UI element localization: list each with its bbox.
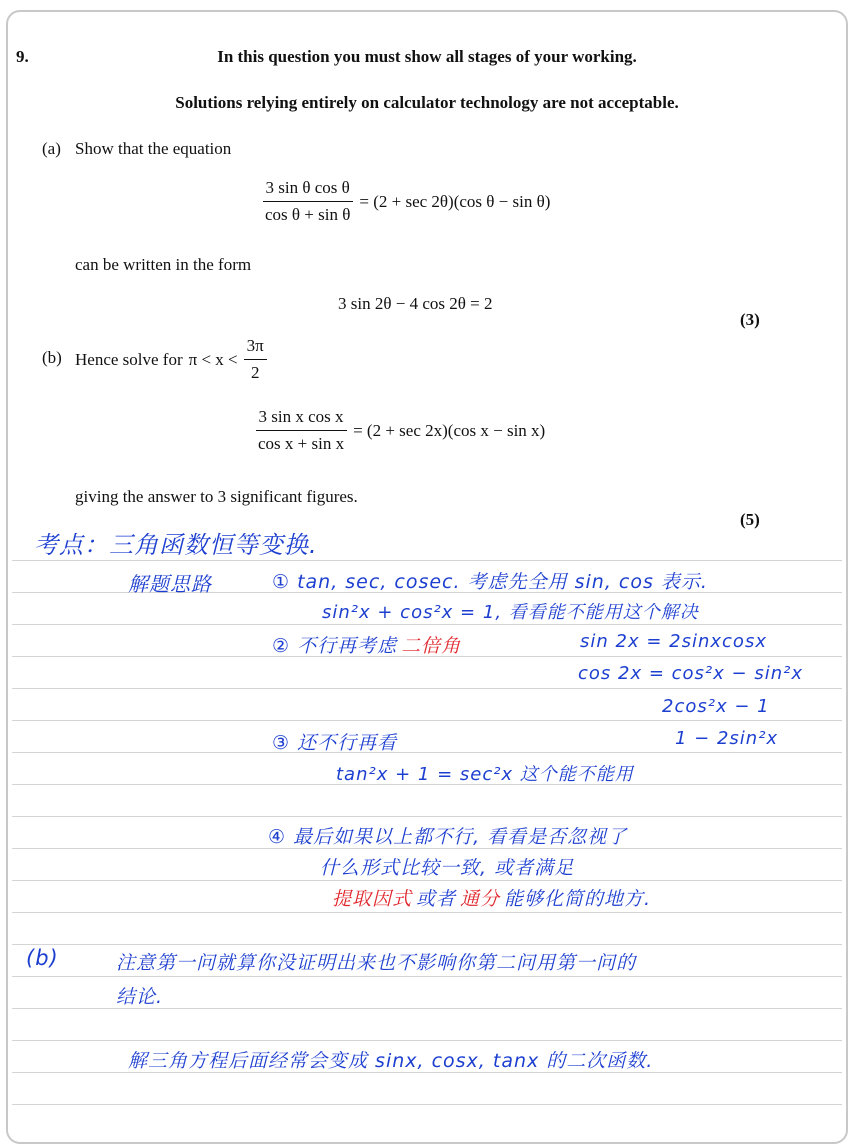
ruled-line xyxy=(12,624,842,625)
note-cos2x-formula: cos 2x = cos²x − sin²x xyxy=(578,663,803,684)
note-step4-or: 或者 xyxy=(416,888,457,910)
note-heading: 考点：三角函数恒等变换. xyxy=(34,531,318,559)
ruled-line xyxy=(12,944,842,945)
note-step2-red: 二倍角 xyxy=(401,635,462,657)
note-step4-end: 能够化简的地方. xyxy=(504,888,652,910)
note-idea-label: 解题思路 xyxy=(128,572,212,596)
note-step1-line1: ① tan, sec, cosec. 考虑先全用 sin, cos 表示. xyxy=(272,571,708,593)
part-b-fraction xyxy=(255,407,347,454)
ruled-line xyxy=(12,1040,842,1041)
part-a-denominator: cos θ + sin θ xyxy=(265,205,351,224)
note-step4-line1: ④ 最后如果以上都不行, 看看是否忽视了 xyxy=(268,826,628,848)
note-step4-line2: 什么形式比较一致, 或者满足 xyxy=(320,857,575,879)
part-b-prompt: Hence solve for xyxy=(75,349,183,369)
note-step3-line1: ③ 还不行再看 xyxy=(272,732,398,754)
part-b-label: (b) xyxy=(42,348,62,367)
ruled-line xyxy=(12,752,842,753)
note-step2-prefix: ② 不行再考虑 xyxy=(272,635,398,657)
ruled-line xyxy=(12,816,842,817)
part-b-answer-text: giving the answer to 3 significant figures. xyxy=(75,487,358,506)
question-number: 9. xyxy=(16,47,29,66)
part-a-numerator: 3 sin θ cos θ xyxy=(263,178,353,202)
note-step4-factor: 提取因式 xyxy=(332,888,413,910)
ruled-line xyxy=(12,912,842,913)
part-a-form-text: can be written in the form xyxy=(75,255,252,274)
note-step1-line2: sin²x + cos²x = 1, 看看能不能用这个解决 xyxy=(322,602,699,623)
ruled-line xyxy=(12,976,842,977)
note-part-b-line3: 解三角方程后面经常会变成 sinx, cosx, tanx 的二次函数. xyxy=(128,1050,654,1072)
part-a-marks: (3) xyxy=(740,310,760,329)
part-a-prompt: Show that the equation xyxy=(75,139,232,158)
note-sin2x-formula: sin 2x = 2sinxcosx xyxy=(580,631,767,652)
part-a-equation xyxy=(262,178,550,225)
part-b-marks: (5) xyxy=(740,510,760,529)
part-a-rhs: = (2 + sec 2θ)(cos θ − sin θ) xyxy=(359,191,551,211)
note-step4-line3 xyxy=(332,884,651,911)
part-b-rhs: = (2 + sec 2x)(cos x − sin x) xyxy=(353,420,546,440)
part-b-range-left: π < x < xyxy=(188,349,238,369)
part-b-denominator: cos x + sin x xyxy=(258,434,345,453)
part-b-range-denominator: 2 xyxy=(250,363,260,382)
note-cos2x-alt2: 1 − 2sin²x xyxy=(675,728,779,749)
note-part-b-label: (b) xyxy=(26,946,59,970)
ruled-line xyxy=(12,720,842,721)
part-b-equation xyxy=(255,407,545,454)
part-b-range-fraction xyxy=(244,336,267,383)
instruction-calculator: Solutions relying entirely on calculator technology are not acceptable. xyxy=(175,93,679,112)
ruled-line xyxy=(12,688,842,689)
note-step3-line2: tan²x + 1 = sec²x 这个能不能用 xyxy=(336,764,634,785)
note-cos2x-alt1: 2cos²x − 1 xyxy=(662,696,770,717)
part-b-range-numerator: 3π xyxy=(244,336,267,360)
part-b-numerator: 3 sin x cos x xyxy=(256,407,347,431)
part-a-label: (a) xyxy=(42,139,61,158)
ruled-line xyxy=(12,880,842,881)
part-b-prompt-line xyxy=(75,336,267,383)
ruled-line xyxy=(12,1104,842,1105)
part-a-fraction xyxy=(262,178,353,225)
note-part-b-line2: 结论. xyxy=(116,986,164,1008)
ruled-line xyxy=(12,560,842,561)
instruction-working: In this question you must show all stages of your working. xyxy=(217,47,637,66)
part-a-form-equation: 3 sin 2θ − 4 cos 2θ = 2 xyxy=(338,294,493,313)
note-part-b-line1: 注意第一问就算你没证明出来也不影响你第二问用第一问的 xyxy=(116,952,637,974)
note-step4-common-denominator: 通分 xyxy=(460,888,501,910)
note-step2-line xyxy=(272,631,461,658)
